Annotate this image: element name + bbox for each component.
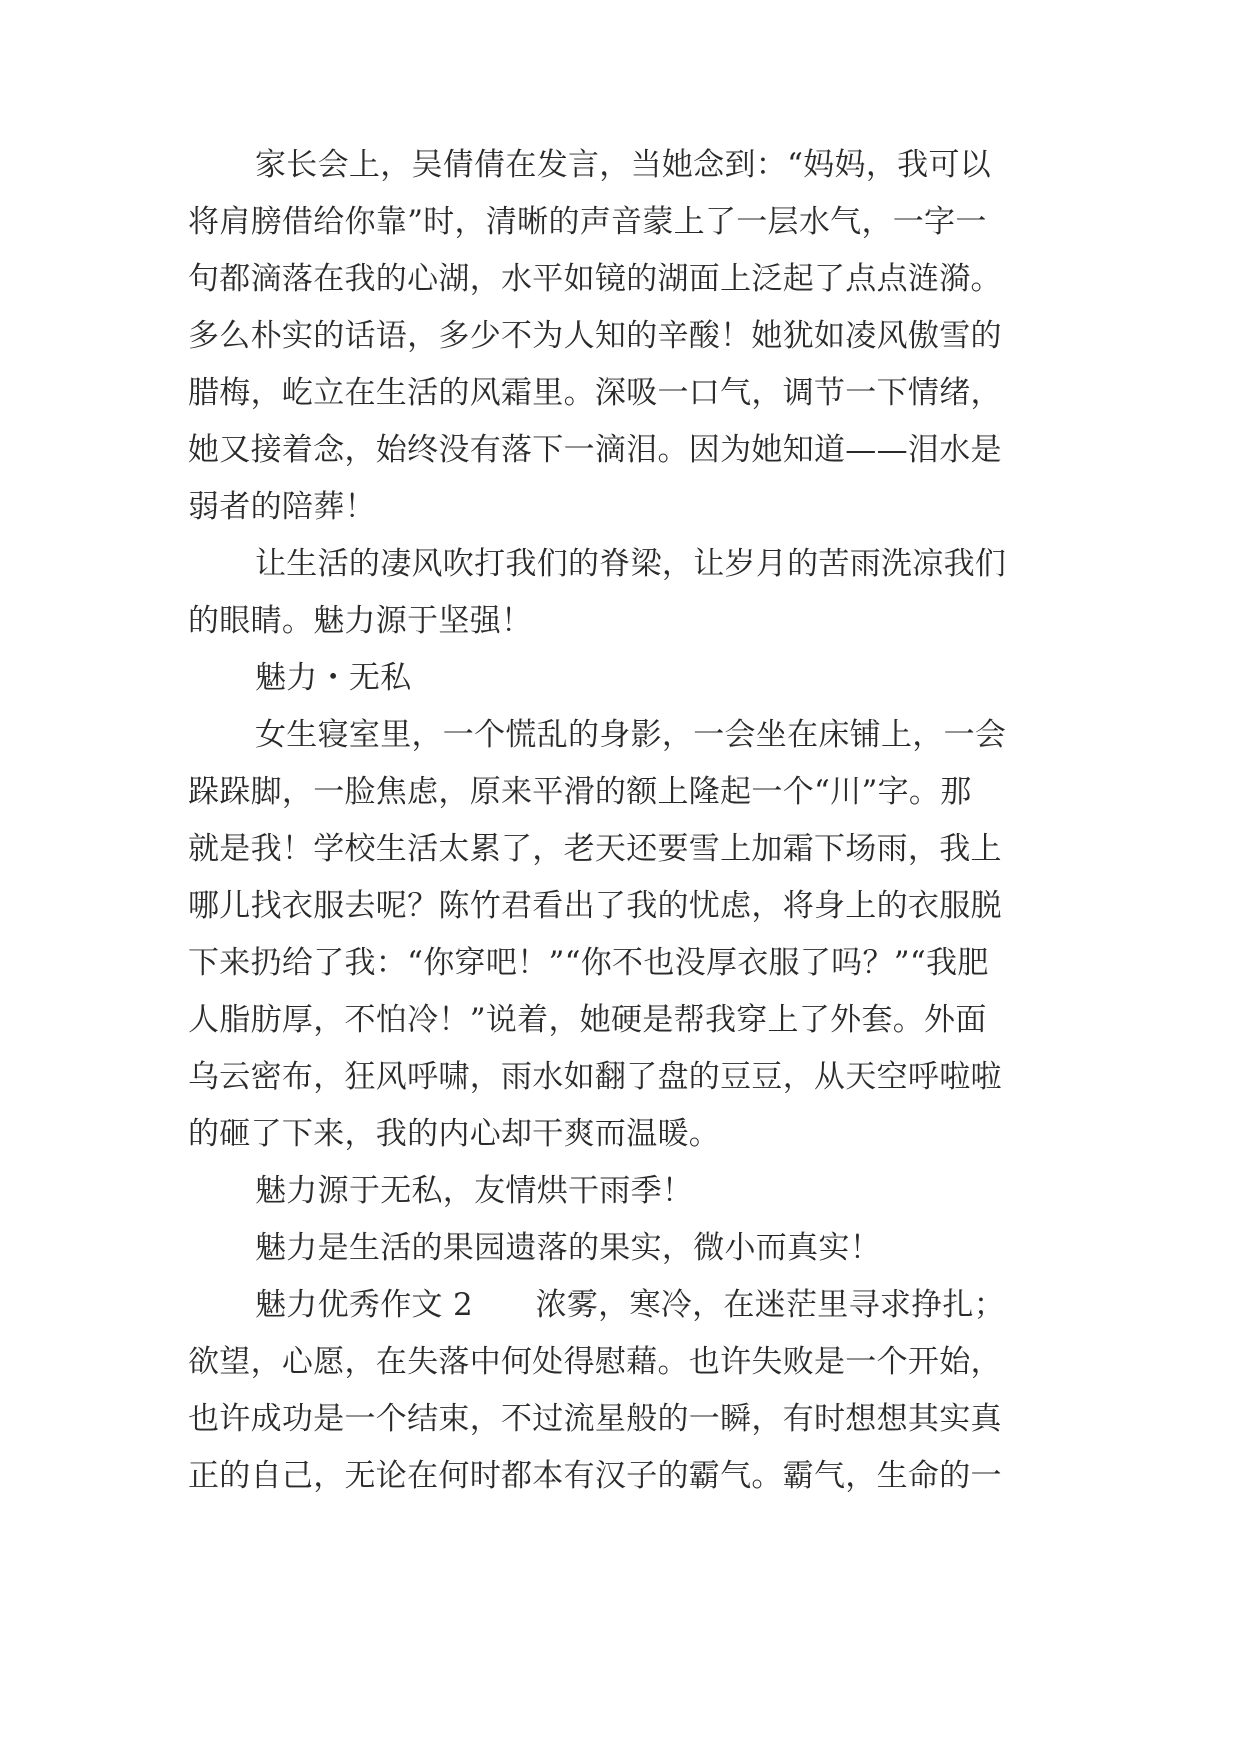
paragraph-line: 将肩膀借给你靠”时，清晰的声音蒙上了一层水气，一字一 <box>188 204 987 240</box>
paragraph-line: 哪儿找衣服去呢？陈竹君看出了我的忧虑，将身上的衣服脱 <box>188 888 1002 924</box>
paragraph-line: 人脂肪厚，不怕冷！”说着，她硬是帮我穿上了外套。外面 <box>188 1002 987 1038</box>
paragraph-line: 的眼睛。魅力源于坚强！ <box>188 603 533 639</box>
paragraph-line: 乌云密布，狂风呼啸，雨水如翻了盘的豆豆，从天空呼啦啦 <box>188 1059 1002 1095</box>
paragraph-line: 跺跺脚，一脸焦虑，原来平滑的额上隆起一个“川”字。那 <box>188 774 972 810</box>
paragraph-line: 就是我！学校生活太累了，老天还要雪上加霜下场雨，我上 <box>188 831 1002 867</box>
paragraph-line: 句都滴落在我的心湖，水平如镜的湖面上泛起了点点涟漪。 <box>188 261 1002 297</box>
paragraph-line: 腊梅，屹立在生活的风霜里。深吸一口气，调节一下情绪， <box>188 375 1002 411</box>
paragraph-line: 多么朴实的话语，多少不为人知的辛酸！她犹如凌风傲雪的 <box>188 318 1002 354</box>
paragraph-line: 让生活的凄风吹打我们的脊梁，让岁月的苦雨洗凉我们 <box>255 546 1007 582</box>
paragraph-line: 也许成功是一个结束，不过流星般的一瞬，有时想想其实真 <box>188 1401 1002 1437</box>
paragraph-line: 正的自己，无论在何时都本有汉子的霸气。霸气，生命的一 <box>188 1458 1002 1494</box>
paragraph-line: 欲望，心愿，在失落中何处得慰藉。也许失败是一个开始， <box>188 1344 1002 1380</box>
paragraph-line: 魅力优秀作文 2 浓雾，寒冷，在迷茫里寻求挣扎； <box>255 1287 1006 1323</box>
paragraph-line: 家长会上，吴倩倩在发言，当她念到：“妈妈，我可以 <box>255 147 992 183</box>
paragraph-line: 弱者的陪葬！ <box>188 489 376 525</box>
paragraph-line: 的砸了下来，我的内心却干爽而温暖。 <box>188 1116 721 1152</box>
section-heading: 魅力・无私 <box>255 660 412 696</box>
paragraph-line: 女生寝室里，一个慌乱的身影，一会坐在床铺上，一会 <box>255 717 1007 753</box>
paragraph-line: 魅力是生活的果园遗落的果实，微小而真实！ <box>255 1230 881 1266</box>
paragraph-line: 她又接着念，始终没有落下一滴泪。因为她知道——泪水是 <box>188 432 1002 468</box>
paragraph-line: 魅力源于无私，友情烘干雨季！ <box>255 1173 694 1209</box>
paragraph-line: 下来扔给了我：“你穿吧！”“你不也没厚衣服了吗？”“我肥 <box>188 945 989 981</box>
